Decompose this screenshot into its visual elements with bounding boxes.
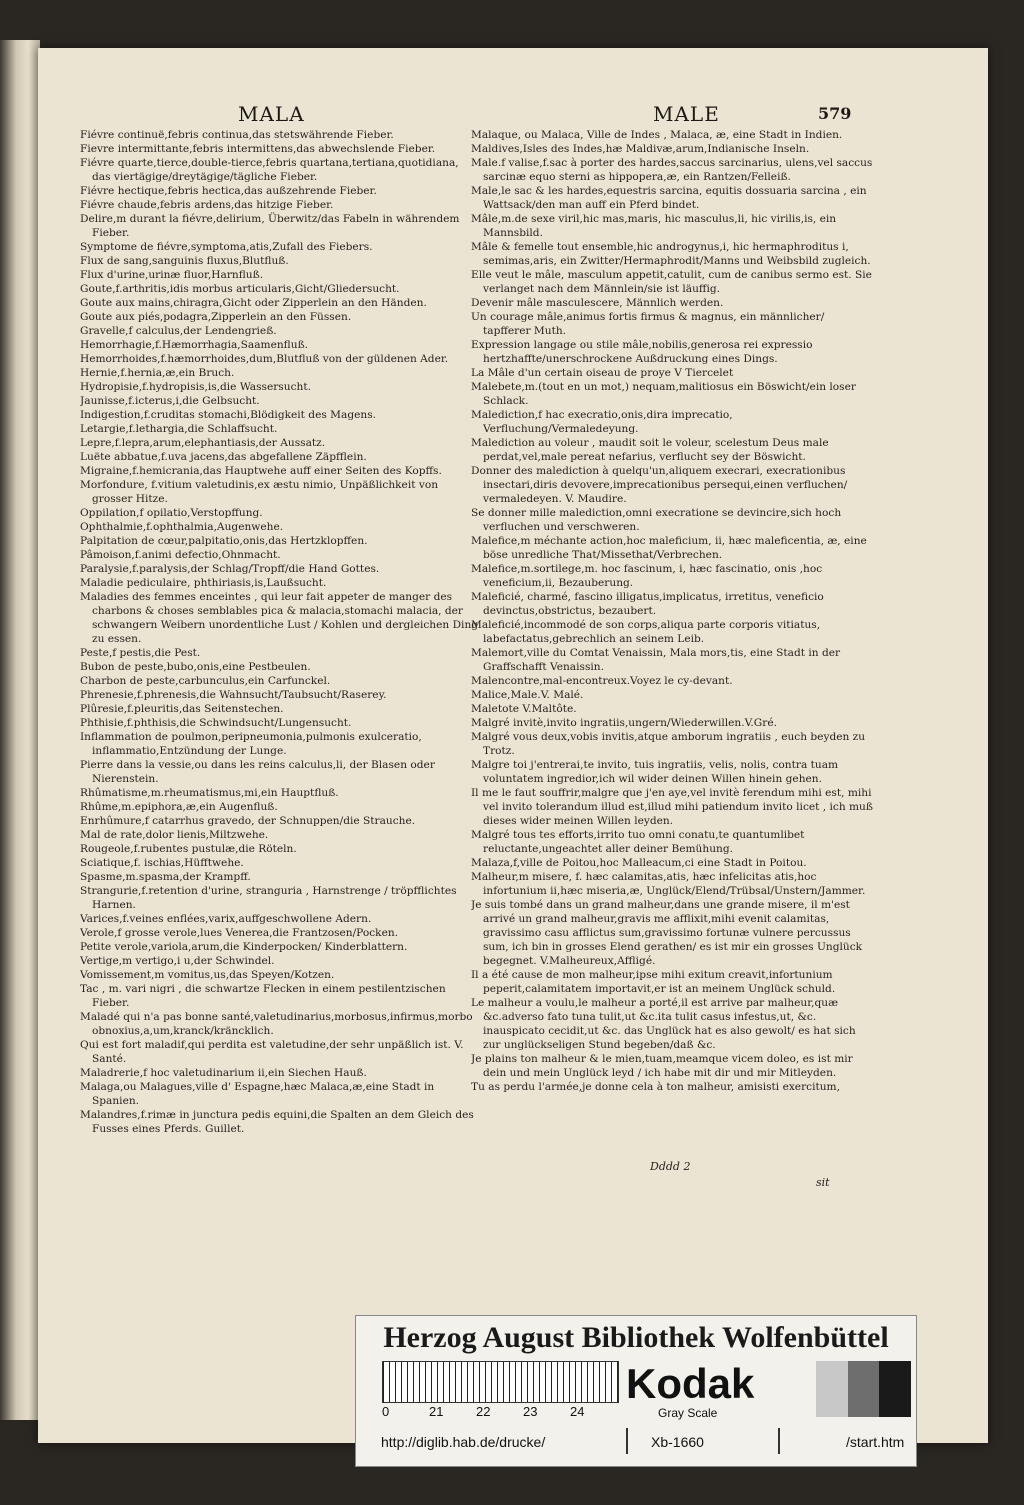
dictionary-entry: Malemort,ville du Comtat Venaissin, Mala mors,tis, eine Stadt in der Graffschafft Venaissin. xyxy=(471,647,841,673)
dictionary-entry: Maladé qui n'a pas bonne santé,valetudinarius,morbosus,infirmus,morbo obnoxius,a,um,kranck/kräncklich. xyxy=(80,1011,473,1037)
dictionary-entry: Luëte abbatue,f.uva jacens,das abgefallene Zäpfflein. xyxy=(80,451,367,463)
right-column xyxy=(471,128,875,1188)
dictionary-entry: Oppilation,f opilatio,Verstopffung. xyxy=(80,507,263,519)
dictionary-entry: Tu as perdu l'armée,je donne cela à ton malheur, amisisti exercitum, xyxy=(471,1081,840,1093)
dictionary-entry: Malefice,m méchante action,hoc maleficium, ii, hæc maleficentia, æ, eine böse unredliche That/Missethat/Verbrechen. xyxy=(471,535,867,561)
dictionary-entry: Enrhûmure,f catarrhus gravedo, der Schnuppen/die Strauche. xyxy=(80,815,416,827)
dictionary-entry: Maladies des femmes enceintes , qui leur fait appeter de manger des charbons & choses semblables pica & malacia,stomachi malacia, der schwangern Weibern unordentliche Lust / Kohlen und dergleichen Ding zu essen. xyxy=(80,591,479,645)
dictionary-entry: Fiévre continuë,febris continua,das stetswährende Fieber. xyxy=(80,129,394,141)
dictionary-entry: Vomissement,m vomitus,us,das Speyen/Kotzen. xyxy=(80,969,335,981)
dictionary-entry: Il me le faut souffrir,malgre que j'en aye,vel invitè ferendum mihi est, mihi vel invito tolerandum illud est,illud mihi patiendum invito licet , ich muß dieses wider meinen Willen leyden. xyxy=(471,787,873,827)
dictionary-entry: Goute aux piés,podagra,Zipperlein an den Füssen. xyxy=(80,311,352,323)
dictionary-entry: Hemorrhagie,f.Hæmorrhagia,Saamenfluß. xyxy=(80,339,309,351)
dictionary-entry: Maletote V.Maltôte. xyxy=(471,703,577,715)
gray-swatches xyxy=(816,1361,911,1417)
dictionary-entry: Il a été cause de mon malheur,ipse mihi exitum creavit,infortunium peperit,calamitatem importavit,er ist an meinem Unglück schuld. xyxy=(471,969,836,995)
left-column xyxy=(80,128,480,1188)
dictionary-entry: Qui est fort maladif,qui perdita est valetudine,der sehr unpäßlich ist. V. Santé. xyxy=(80,1039,464,1065)
gray-swatch xyxy=(816,1361,848,1417)
gray-swatch xyxy=(879,1361,911,1417)
library-name: Herzog August Bibliothek Wolfenbüttel xyxy=(383,1321,889,1354)
dictionary-entry: Lepre,f.lepra,arum,elephantiasis,der Aussatz. xyxy=(80,437,326,449)
dictionary-entry: Pâmoison,f.animi defectio,Ohnmacht. xyxy=(80,549,281,561)
dictionary-entry: Rougeole,f.rubentes pustulæ,die Röteln. xyxy=(80,843,297,855)
dictionary-entry: Maladie pediculaire, phthiriasis,is,Laußsucht. xyxy=(80,577,327,589)
signature-mark: Dddd 2 xyxy=(650,1160,691,1173)
dictionary-entry: Hernie,f.hernia,æ,ein Bruch. xyxy=(80,367,235,379)
dictionary-entry: Malgré tous tes efforts,irrito tuo omni conatu,te quantumlibet reluctante,ungeachtet aller deiner Bemühung. xyxy=(471,829,805,855)
left-running-head: MALA xyxy=(238,102,305,126)
dictionary-entry: Donner des malediction à quelqu'un,aliquem execrari, execrationibus insectari,diris devovere,imprecationibus persequi,einen verfluchen/ vermaledeyen. V. Maudire. xyxy=(471,465,848,505)
dictionary-entry: Vertige,m vertigo,i u,der Schwindel. xyxy=(80,955,275,967)
dictionary-entry: Inflammation de poulmon,peripneumonia,pulmonis exulceratio, inflammatio,Entzündung der Lunge. xyxy=(80,731,422,757)
color-target-card xyxy=(355,1315,917,1467)
dictionary-entry: Morfondure, f.vitium valetudinis,ex æstu nimio, Unpäßlichkeit von grosser Hitze. xyxy=(80,479,439,505)
dictionary-entry: Expression langage ou stile mâle,nobilis,generosa rei expressio hertzhaffte/unerschrockene Außdruckung eines Dings. xyxy=(471,339,813,365)
dictionary-entry: Fiévre hectique,febris hectica,das außzehrende Fieber. xyxy=(80,185,377,197)
dictionary-entry: Flux d'urine,urinæ fluor,Harnfluß. xyxy=(80,269,264,281)
dictionary-entry: Malice,Male.V. Malé. xyxy=(471,689,584,701)
gray-swatch xyxy=(848,1361,880,1417)
dictionary-entry: Malheur,m misere, f. hæc calamitas,atis, hæc infelicitas atis,hoc infortunium ii,hæc miseria,æ, Unglück/Elend/Trübsal/Unstern/Jammer. xyxy=(471,871,866,897)
scale-number: 0 xyxy=(382,1404,390,1419)
dictionary-entry: Le malheur a voulu,le malheur a porté,il est arrive par malheur,quæ &c.adverso fato tuna tulit,ut &c.ita tulit casus infestus,ut, &c. inauspicato cecidit,ut &c. das Unglück hat es also gewolt/ es hat sich zur unglückseligen Stund begeben/daß &c. xyxy=(471,997,856,1051)
gray-scale-label: Gray Scale xyxy=(658,1406,718,1420)
dictionary-entry: Goute,f.arthritis,idis morbus articularis,Gicht/Gliedersucht. xyxy=(80,283,400,295)
dictionary-entry: Je suis tombé dans un grand malheur,dans une grande misere, il m'est arrivé un grand malheur,gravis me afflixit,mihi evenit calamitas, gravissimo casu afflictus sum,gravissimo fortunæ vulnere percussus sum, ich bin in grosses Elend gerathen/ es ist mir ein grosses Unglück begegnet. V.Malheureux,Affligé. xyxy=(471,899,863,967)
dictionary-entry: Malediction,f hac execratio,onis,dira imprecatio, Verfluchung/Vermaledeyung. xyxy=(471,409,733,435)
dictionary-entry: Gravelle,f calculus,der Lendengrieß. xyxy=(80,325,277,337)
dictionary-entry: Mâle,m.de sexe viril,hic mas,maris, hic masculus,li, hic virilis,is, ein Mannsbild. xyxy=(471,213,837,239)
dictionary-entry: Malgre toi j'entrerai,te invito, tuis ingratiis, velis, nolis, contra tuam voluntatem ingredior,ich wil wider deinen Willen hinein gehen. xyxy=(471,759,839,785)
scale-number: 23 xyxy=(523,1404,538,1419)
dictionary-entry: Un courage mâle,animus fortis firmus & magnus, ein männlicher/ tapfferer Muth. xyxy=(471,311,825,337)
dictionary-entry: Malefice,m.sortilege,m. hoc fascinum, i, hæc fascinatio, onis ,hoc veneficium,ii, Bezauberung. xyxy=(471,563,823,589)
dictionary-entry: Ophthalmie,f.ophthalmia,Augenwehe. xyxy=(80,521,284,533)
dictionary-entry: Rhûmatisme,m.rheumatismus,mi,ein Hauptfluß. xyxy=(80,787,339,799)
right-running-head: MALE xyxy=(653,102,720,126)
dictionary-entry: Goute aux mains,chiragra,Gicht oder Zipperlein an den Händen. xyxy=(80,297,427,309)
dictionary-entry: Male.f valise,f.sac à porter des hardes,saccus sarcinarius, ulens,vel saccus sarcinæ equo sterni as hippopera,æ, ein Rantzen/Felleiß. xyxy=(471,157,873,183)
url-text: http://diglib.hab.de/drucke/ xyxy=(381,1434,546,1450)
dictionary-entry: Malandres,f.rimæ in junctura pedis equini,die Spalten an dem Gleich des Fusses eines Pferds. Guillet. xyxy=(80,1109,474,1135)
dictionary-entry: Malediction au voleur , maudit soit le voleur, scelestum Deus male perdat,vel,male pereat nefarius, verflucht sey der Böswicht. xyxy=(471,437,829,463)
dictionary-entry: Fievre intermittante,febris intermittens,das abwechslende Fieber. xyxy=(80,143,436,155)
dictionary-entry: Letargie,f.lethargia,die Schlaffsucht. xyxy=(80,423,278,435)
dictionary-entry: Maladrerie,f hoc valetudinarium ii,ein Siechen Hauß. xyxy=(80,1067,367,1079)
dictionary-entry: Elle veut le mâle, masculum appetit,catulit, cum de canibus sermo est. Sie verlanget nach dem Männlein/sie ist läuffig. xyxy=(471,269,872,295)
running-header xyxy=(38,102,988,128)
scale-number: 22 xyxy=(476,1404,491,1419)
dictionary-entry: Indigestion,f.cruditas stomachi,Blödigkeit des Magens. xyxy=(80,409,376,421)
book-page xyxy=(38,48,988,1443)
dictionary-entry: Migraine,f.hemicrania,das Hauptwehe auff einer Seiten des Kopffs. xyxy=(80,465,442,477)
dictionary-entry: Malebete,m.(tout en un mot,) nequam,malitiosus ein Böswicht/ein loser Schlack. xyxy=(471,381,856,407)
dictionary-entry: Malaza,f,ville de Poitou,hoc Malleacum,ci eine Stadt in Poitou. xyxy=(471,857,807,869)
ruler-scale xyxy=(382,1361,619,1403)
dictionary-entry: Hydropisie,f.hydropisis,is,die Wassersucht. xyxy=(80,381,311,393)
dictionary-entry: Petite verole,variola,arum,die Kinderpocken/ Kinderblattern. xyxy=(80,941,408,953)
dictionary-entry: Spasme,m.spasma,der Krampff. xyxy=(80,871,251,883)
dictionary-entry: Sciatique,f. ischias,Hüfftwehe. xyxy=(80,857,244,869)
dictionary-entry: Devenir mâle masculescere, Männlich werden. xyxy=(471,297,724,309)
book-edge xyxy=(0,40,40,1420)
dictionary-entry: Maleficié, charmé, fascino illigatus,implicatus, irretitus, veneficio devinctus,obstrictus, bezaubert. xyxy=(471,591,824,617)
dictionary-entry: Jaunisse,f.icterus,i,die Gelbsucht. xyxy=(80,395,260,407)
dictionary-entry: Fiévre quarte,tierce,double-tierce,febris quartana,tertiana,quotidiana, das viertägige/dreytägige/tägliche Fieber. xyxy=(80,157,459,183)
dictionary-entry: Maleficié,incommodé de son corps,aliqua parte corporis vitiatus, labefactatus,gebrechlich an seinem Leib. xyxy=(471,619,821,645)
dictionary-entry: La Mâle d'un certain oiseau de proye V Tiercelet xyxy=(471,367,734,379)
dictionary-entry: Hemorrhoides,f.hæmorrhoides,dum,Blutfluß von der güldenen Ader. xyxy=(80,353,449,365)
dictionary-entry: Phrenesie,f.phrenesis,die Wahnsucht/Taubsucht/Raserey. xyxy=(80,689,387,701)
dictionary-entry: Malencontre,mal-encontreux.Voyez le cy-devant. xyxy=(471,675,733,687)
start-path: /start.htm xyxy=(846,1434,905,1450)
dictionary-entry: Phthisie,f.phthisis,die Schwindsucht/Lungensucht. xyxy=(80,717,352,729)
dictionary-entry: Verole,f grosse verole,lues Venerea,die Frantzosen/Pocken. xyxy=(80,927,399,939)
page-number: 579 xyxy=(818,104,852,123)
dictionary-entry: Pierre dans la vessie,ou dans les reins calculus,li, der Blasen oder Nierenstein. xyxy=(80,759,435,785)
dictionary-entry: Strangurie,f.retention d'urine, stranguria , Harnstrenge / tröpfflichtes Harnen. xyxy=(80,885,457,911)
dictionary-entry: Malgré vous deux,vobis invitis,atque amborum ingratiis , euch beyden zu Trotz. xyxy=(471,731,866,757)
dictionary-entry: Je plains ton malheur & le mien,tuam,meamque vicem doleo, es ist mir dein und mein Unglück leyd / ich habe mit dir und mir Mitleyden. xyxy=(471,1053,853,1079)
scale-numbers xyxy=(382,1404,632,1419)
dictionary-entry: Tac , m. vari nigri , die schwartze Flecken in einem pestilentzischen Fieber. xyxy=(80,983,446,1009)
dictionary-entry: Peste,f pestis,die Pest. xyxy=(80,647,201,659)
dictionary-entry: Flux de sang,sanguinis fluxus,Blutfluß. xyxy=(80,255,289,267)
dictionary-entry: Male,le sac & les hardes,equestris sarcina, equitis dossuaria sarcina , ein Wattsack/den man auff ein Pferd bindet. xyxy=(471,185,867,211)
dictionary-entry: Rhûme,m.epiphora,æ,ein Augenfluß. xyxy=(80,801,278,813)
dictionary-entry: Symptome de fiévre,symptoma,atis,Zufall des Fiebers. xyxy=(80,241,373,253)
dictionary-entry: Malgré invitè,invito ingratiis,ungern/Wiederwillen.V.Gré. xyxy=(471,717,777,729)
dictionary-entry: Bubon de peste,bubo,onis,eine Pestbeulen. xyxy=(80,661,311,673)
catchword: sit xyxy=(816,1176,830,1189)
dictionary-entry: Malaga,ou Malagues,ville d' Espagne,hæc Malaca,æ,eine Stadt in Spanien. xyxy=(80,1081,435,1107)
dictionary-entry: Varices,f.veines enflées,varix,auffgeschwollene Adern. xyxy=(80,913,372,925)
dictionary-entry: Paralysie,f.paralysis,der Schlag/Tropff/die Hand Gottes. xyxy=(80,563,380,575)
dictionary-entry: Delire,m durant la fiévre,delirium, Überwitz/das Fabeln in währendem Fieber. xyxy=(80,213,460,239)
url-bar xyxy=(381,1428,905,1456)
scale-number: 24 xyxy=(570,1404,585,1419)
scale-number: 21 xyxy=(429,1404,444,1419)
shelfmark: Xb-1660 xyxy=(651,1434,704,1450)
dictionary-entry: Charbon de peste,carbunculus,ein Carfunckel. xyxy=(80,675,331,687)
dictionary-entry: Se donner mille malediction,omni execratione se devincire,sich hoch verfluchen und verschweren. xyxy=(471,507,842,533)
dictionary-entry: Plûresie,f.pleuritis,das Seitenstechen. xyxy=(80,703,284,715)
dictionary-entry: Mal de rate,dolor lienis,Miltzwehe. xyxy=(80,829,269,841)
dictionary-entry: Palpitation de cœur,palpitatio,onis,das Hertzklopffen. xyxy=(80,535,368,547)
brand-logo: Kodak xyxy=(626,1360,755,1407)
dictionary-entry: Malaque, ou Malaca, Ville de Indes , Malaca, æ, eine Stadt in Indien. xyxy=(471,129,843,141)
dictionary-entry: Mâle & femelle tout ensemble,hic androgynus,i, hic hermaphroditus i, semimas,aris, ein Zwitter/Hermaphrodit/Manns und Weibsbild zugleich. xyxy=(471,241,871,267)
dictionary-entry: Fiévre chaude,febris ardens,das hitzige Fieber. xyxy=(80,199,334,211)
dictionary-entry: Maldives,Isles des Indes,hæ Maldivæ,arum,Indianische Inseln. xyxy=(471,143,810,155)
